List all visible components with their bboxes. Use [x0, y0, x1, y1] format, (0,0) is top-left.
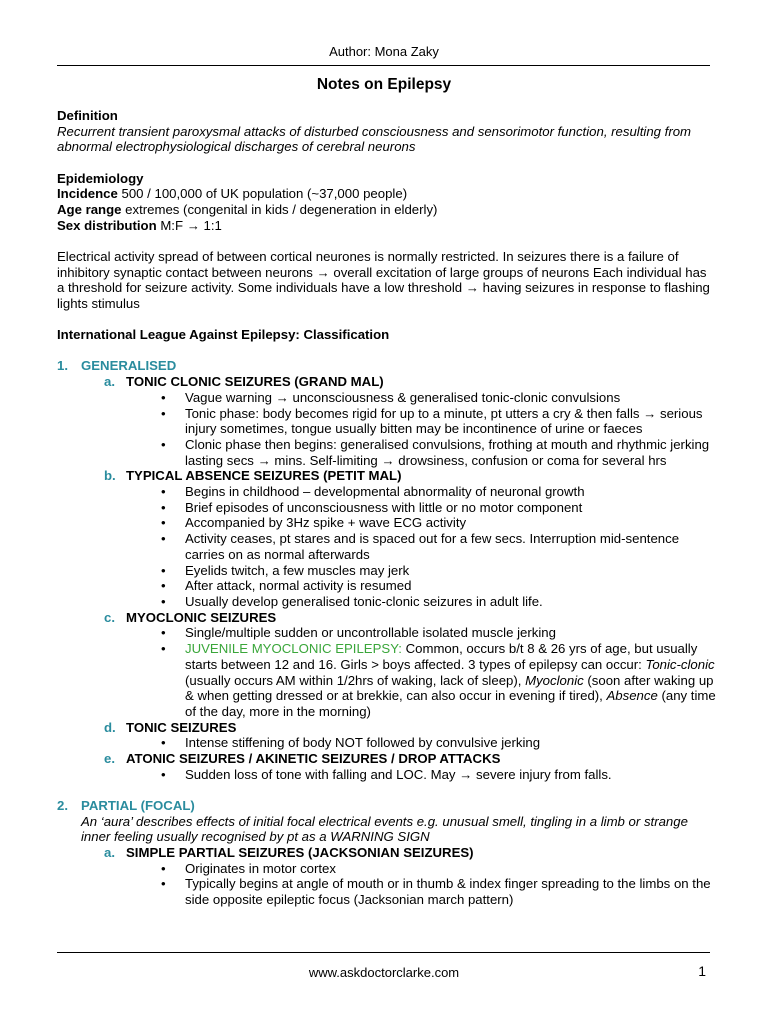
bullet-icon: • [161, 641, 166, 657]
subsection-title: MYOCLONIC SEIZURES [126, 609, 277, 625]
bullet-list [57, 390, 717, 469]
list-item: • Eyelids twitch, a few muscles may jerk [161, 562, 410, 578]
subsection-title: TONIC SEIZURES [126, 719, 237, 735]
incidence-value: 500 / 100,000 of UK population (~37,000 people) [117, 186, 408, 202]
section-generalised [57, 358, 717, 374]
bullet-list [57, 484, 717, 610]
bullet-icon: • [161, 625, 166, 641]
age-range-line [57, 202, 717, 218]
list-item: • Usually develop generalised tonic-clonic seizures in adult life. [161, 593, 543, 609]
definition-text: Recurrent transient paroxysmal attacks of disturbed consciousness and sensorimotor function, resulting from abnormal electrophysiological discharges of cerebral neurons [57, 123, 692, 155]
page-number: 1 [698, 963, 706, 979]
bullet-icon: • [161, 578, 166, 594]
list-item: • Typically begins at angle of mouth or in thumb & index finger spreading to the limbs on the side opposite epileptic focus (Jacksonian march pattern) [161, 876, 711, 908]
bullet-icon: • [161, 876, 166, 892]
page-title: Notes on Epilepsy [316, 76, 452, 93]
list-item: • Brief episodes of unconsciousness with little or no motor component [161, 499, 583, 515]
subsection-tonic-clonic [104, 374, 717, 390]
subsection-tonic [104, 720, 717, 736]
subsection-letter: c. [104, 609, 115, 625]
definition-heading: Definition [57, 108, 118, 123]
document-body [57, 108, 717, 908]
list-item-jme: • JUVENILE MYOCLONIC EPILEPSY: Common, occurs b/t 8 & 26 yrs of age, but usually starts between 12 and 16. Girls > boys affected. 3 types of epilepsy can occur: Tonic-clonic (usually occurs AM within 1/2hrs of waking, lack of sleep), Myoclonic (soon after waking up & when getting dressed or at brekkie, can also occur in evening if tired), Absence (any time of the day, more in the morning) [161, 641, 716, 719]
classification-heading: International League Against Epilepsy: Classification [57, 327, 390, 343]
subsection-letter: a. [104, 374, 115, 390]
subsection-letter: e. [104, 751, 115, 767]
list-item: • Vague warning → unconsciousness & generalised tonic-clonic convulsions [161, 389, 621, 405]
section-number: 2. [57, 797, 68, 813]
sex-distribution-line [57, 218, 717, 234]
bullet-icon: • [161, 562, 166, 578]
bullet-icon: • [161, 860, 166, 876]
subsection-simple-partial [104, 845, 717, 861]
author-header: Author: Mona Zaky [329, 44, 439, 59]
subsection-letter: d. [104, 719, 116, 735]
list-item: • Clonic phase then begins: generalised convulsions, frothing at mouth and rhythmic jerking lasting secs → mins. Self-limiting → drowsiness, confusion or coma for several hrs [161, 436, 710, 468]
list-item: • Originates in motor cortex [161, 860, 336, 876]
bullet-list [57, 735, 717, 751]
bullet-icon: • [161, 531, 166, 547]
bullet-icon: • [161, 499, 166, 515]
list-item: • Intense stiffening of body NOT followed by convulsive jerking [161, 735, 541, 751]
section-title: GENERALISED [81, 358, 177, 374]
section-number: 1. [57, 358, 68, 374]
list-item: • Tonic phase: body becomes rigid for up to a minute, pt utters a cry & then falls → serious injury sometimes, tongue usually bitten may be incontinence of urine or faeces [161, 405, 703, 437]
header-rule [57, 65, 710, 66]
bullet-icon: • [161, 735, 166, 751]
sex-distribution-value: M:F → 1:1 [156, 217, 222, 233]
list-item: • Begins in childhood – developmental abnormality of neuronal growth [161, 484, 585, 500]
bullet-icon: • [161, 766, 166, 782]
subsection-title: TYPICAL ABSENCE SEIZURES (PETIT MAL) [126, 468, 402, 484]
bullet-icon: • [161, 515, 166, 531]
subsection-typical-absence [104, 468, 717, 484]
bullet-icon: • [161, 389, 166, 405]
bullet-icon: • [161, 436, 166, 452]
section-title: PARTIAL (FOCAL) [81, 797, 195, 813]
aura-description: An ‘aura’ describes effects of initial focal electrical events e.g. unusual smell, tingling in a limb or strange inner feeling usually recognised by pt as a WARNING SIGN [81, 813, 688, 845]
bullet-list [57, 767, 717, 783]
incidence-line [57, 186, 717, 202]
jme-label: JUVENILE MYOCLONIC EPILEPSY: [185, 641, 402, 657]
subsection-title: TONIC CLONIC SEIZURES (GRAND MAL) [126, 374, 384, 390]
physiology-paragraph: Electrical activity spread of between cortical neurones is normally restricted. In seizures there is a failure of inhibitory synaptic contact between neurons → overall excitation of large groups of neurons Each individual has a threshold for seizure activity. Some individuals have a low threshold → having seizures in response to flashing lights stimulus [57, 248, 710, 312]
incidence-label: Incidence [57, 186, 118, 202]
age-range-label: Age range [57, 202, 122, 218]
age-range-value: extremes (congenital in kids / degeneration in elderly) [121, 202, 438, 218]
footer-rule [57, 952, 710, 953]
list-item: • After attack, normal activity is resumed [161, 578, 412, 594]
list-item: • Sudden loss of tone with falling and LOC. May → severe injury from falls. [161, 766, 612, 782]
list-item: • Activity ceases, pt stares and is spaced out for a few secs. Interruption mid-sentence carries on as normal afterwards [161, 531, 680, 562]
bullet-list [57, 625, 717, 719]
subsection-letter: a. [104, 845, 115, 861]
sex-distribution-label: Sex distribution [57, 217, 157, 233]
section-partial [57, 798, 717, 814]
bullet-icon: • [161, 484, 166, 500]
subsection-title: ATONIC SEIZURES / AKINETIC SEIZURES / DROP ATTACKS [126, 751, 501, 767]
bullet-icon: • [161, 593, 166, 609]
footer-url: www.askdoctorclarke.com [308, 965, 460, 980]
subsection-atonic [104, 751, 717, 767]
list-item: • Accompanied by 3Hz spike + wave ECG activity [161, 515, 467, 531]
subsection-title: SIMPLE PARTIAL SEIZURES (JACKSONIAN SEIZURES) [126, 845, 474, 861]
epidemiology-heading: Epidemiology [57, 170, 144, 186]
subsection-myoclonic [104, 610, 717, 626]
list-item: • Single/multiple sudden or uncontrollable isolated muscle jerking [161, 625, 556, 641]
subsection-letter: b. [104, 468, 116, 484]
bullet-icon: • [161, 405, 166, 421]
bullet-list [57, 861, 717, 908]
